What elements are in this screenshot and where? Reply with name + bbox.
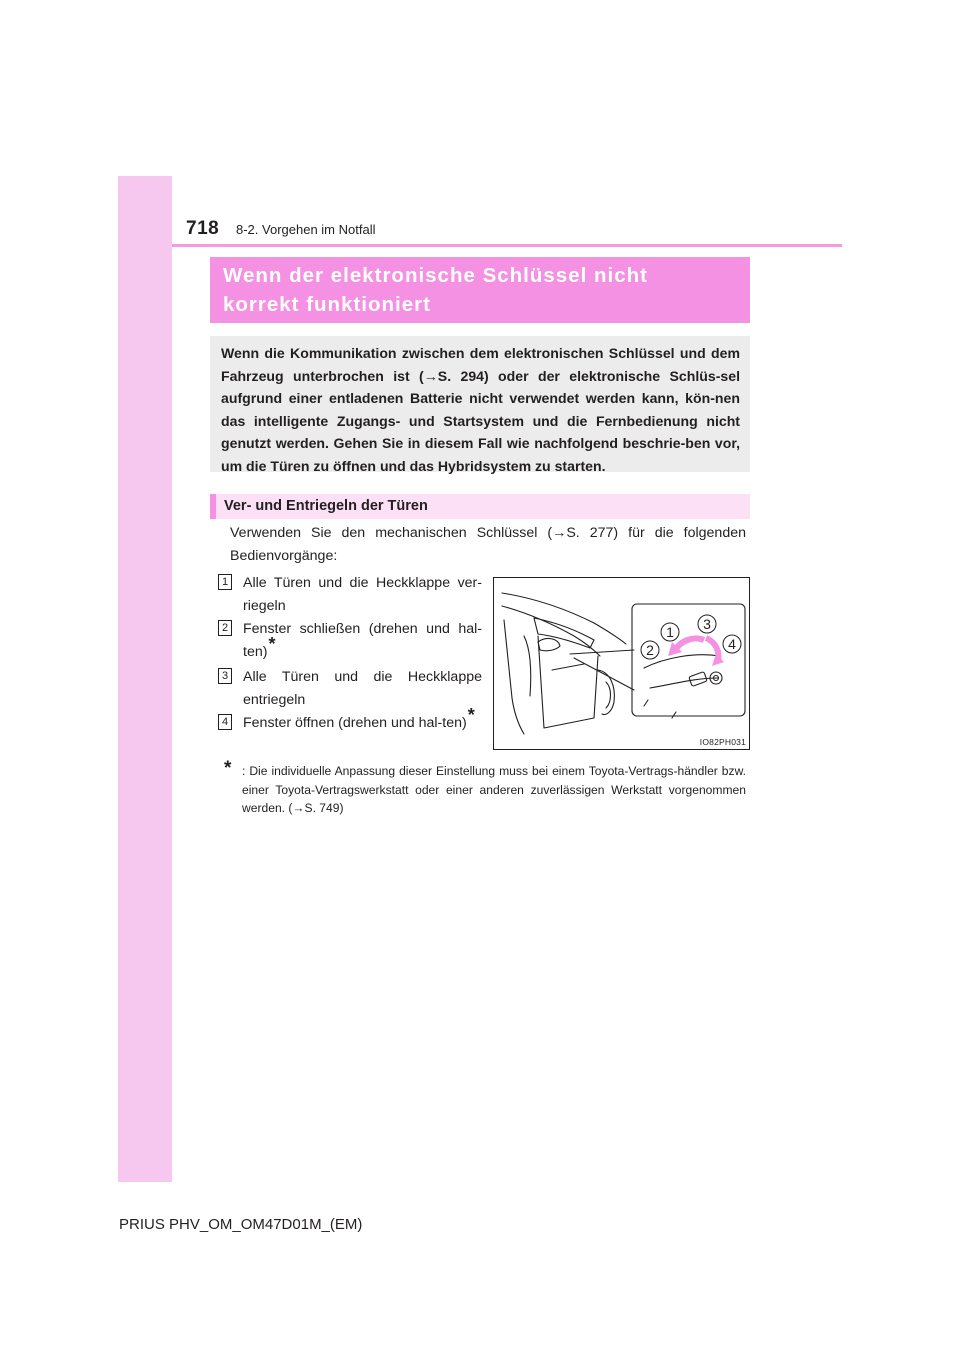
asterisk-mark: * — [467, 705, 475, 725]
key-detail-frame — [632, 604, 745, 716]
figure-code: IO82PH031 — [699, 737, 746, 747]
step-text: Alle Türen und die Heckklappe ver-riegeln — [243, 575, 482, 614]
step-item-4 — [218, 705, 482, 735]
footnote-text: : Die individuelle Anpassung dieser Einstellung muss bei einem Toyota-Vertrags-händler bzw. einer Toyota-Vertragswerkstatt oder einer anderen zuverlässigen Werkstatt vorgenommen werden. (→S. 749) — [242, 764, 746, 815]
callout-2: 2 — [646, 642, 654, 658]
title-line-2: korrekt funktioniert — [223, 293, 431, 316]
header-rule — [172, 244, 842, 247]
title-line-1: Wenn der elektronische Schlüssel nicht — [223, 264, 648, 287]
step-item-2 — [218, 618, 482, 663]
step-item-3 — [218, 666, 482, 711]
step-number-badge: 4 — [218, 714, 232, 730]
section-reference: 8-2. Vorgehen im Notfall — [236, 222, 376, 237]
door-key-illustration — [493, 577, 750, 750]
page-number: 718 — [186, 218, 220, 239]
chapter-title-banner — [210, 257, 750, 323]
step-text: Fenster schließen (drehen und hal-ten)* — [243, 621, 482, 660]
car-door-drawing — [494, 578, 749, 749]
step-number-badge: 3 — [218, 668, 232, 684]
page-side-tab — [118, 176, 172, 1182]
asterisk-mark: * — [268, 633, 276, 654]
subsection-body: Verwenden Sie den mechanischen Schlüssel (→S. 277) für die folgenden Bedienvorgänge: — [230, 525, 746, 564]
footer-document-id: PRIUS PHV_OM_OM47D01M_(EM) — [119, 1216, 363, 1233]
step-text: Alle Türen und die Heckklappe entriegeln — [243, 669, 482, 708]
footnote — [224, 758, 746, 818]
callout-1: 1 — [666, 624, 674, 640]
step-number-badge: 1 — [218, 574, 232, 590]
step-text: Fenster öffnen (drehen und hal-ten)* — [243, 705, 475, 731]
subsection-heading: Ver- und Entriegeln der Türen — [210, 494, 750, 519]
step-item-1 — [218, 572, 482, 617]
step-number-badge: 2 — [218, 620, 232, 636]
intro-box: Wenn die Kommunikation zwischen dem elektronischen Schlüssel und dem Fahrzeug unterbrochen ist (→S. 294) oder der elektronische Schlüs-sel aufgrund einer entladenen Batterie nicht verwendet werden kann, kön-nen das intelligente Zugangs- und Startsystem und die Fernbedienung nicht genutzt werden. Gehen Sie in diesem Fall wie nachfolgend beschrie-ben vor, um die Türen zu öffnen und das Hybridsystem zu starten. — [210, 336, 750, 472]
callout-3: 3 — [703, 616, 711, 632]
callout-4: 4 — [728, 636, 736, 652]
footnote-asterisk: * — [224, 758, 232, 779]
